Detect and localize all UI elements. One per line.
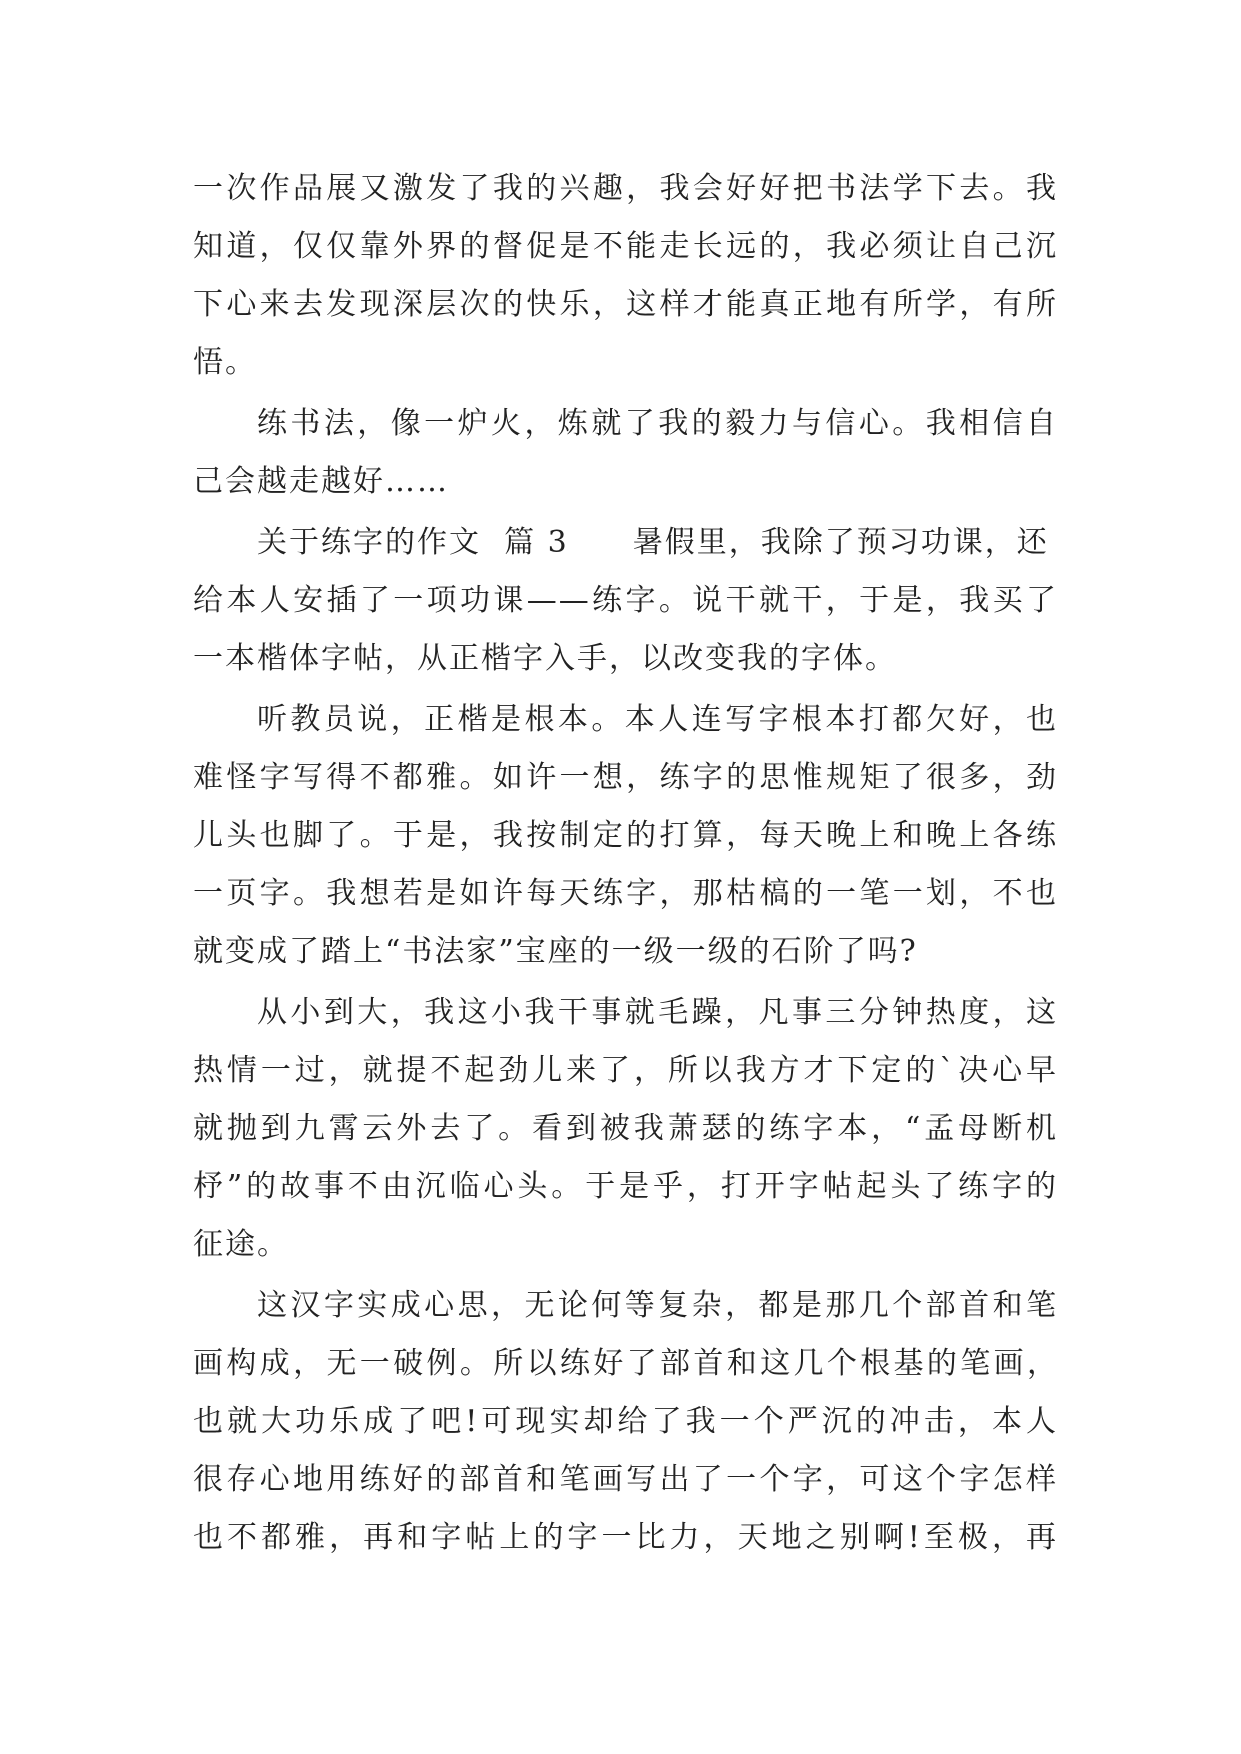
text-line: 从小到大，我这小我干事就毛躁，凡事三分钟热度，这: [257, 995, 1058, 1030]
text-line: 听教员说，正楷是根本。本人连写字根本打都欠好，也: [257, 702, 1058, 737]
text-line: 悟。: [193, 345, 257, 380]
text-line: 知道，仅仅靠外界的督促是不能走长远的，我必须让自己沉: [193, 229, 1058, 264]
text-line: 杼”的故事不由沉临心头。于是乎，打开字帖起头了练字的: [193, 1169, 1058, 1204]
text-line: 一次作品展又激发了我的兴趣，我会好好把书法学下去。我: [193, 171, 1058, 206]
text-line: 也不都雅，再和字帖上的字一比力，天地之别啊!至极，再: [193, 1520, 1058, 1555]
text-line: 就变成了踏上“书法家”宝座的一级一级的石阶了吗?: [193, 934, 918, 969]
paragraph: [193, 395, 1058, 511]
text-line: 画构成，无一破例。所以练好了部首和这几个根基的笔画，: [193, 1346, 1058, 1381]
paragraph: [193, 160, 1058, 392]
text-line: 给本人安插了一项功课——练字。说干就干，于是，我买了: [193, 583, 1058, 618]
text-line: 也就大功乐成了吧!可现实却给了我一个严沉的冲击，本人: [193, 1404, 1058, 1439]
paragraph: [193, 691, 1058, 981]
text-line: 一页字。我想若是如许每天练字，那枯槁的一笔一划，不也: [193, 876, 1058, 911]
text-line: 热情一过，就提不起劲儿来了，所以我方才下定的`决心早: [193, 1053, 1058, 1088]
text-line: 征途。: [193, 1227, 289, 1262]
text-line: 一本楷体字帖，从正楷字入手，以改变我的字体。: [193, 641, 897, 676]
document-body: [193, 160, 1058, 1567]
paragraph: [193, 514, 1058, 688]
paragraph: [193, 984, 1058, 1274]
text-line: 就抛到九霄云外去了。看到被我萧瑟的练字本，“孟母断机: [193, 1111, 1058, 1146]
text-line: 己会越走越好……: [193, 464, 449, 499]
paragraph: [193, 1277, 1058, 1567]
section-heading-line: 关于练字的作文 篇 3 暑假里，我除了预习功课，还: [257, 525, 1049, 560]
text-line: 难怪字写得不都雅。如许一想，练字的思惟规矩了很多，劲: [193, 760, 1058, 795]
text-line: 这汉字实成心思，无论何等复杂，都是那几个部首和笔: [257, 1288, 1058, 1323]
text-line: 下心来去发现深层次的快乐，这样才能真正地有所学，有所: [193, 287, 1058, 322]
text-line: 儿头也脚了。于是，我按制定的打算，每天晚上和晚上各练: [193, 818, 1058, 853]
text-line: 很存心地用练好的部首和笔画写出了一个字，可这个字怎样: [193, 1462, 1058, 1497]
text-line: 练书法，像一炉火，炼就了我的毅力与信心。我相信自: [257, 406, 1058, 441]
